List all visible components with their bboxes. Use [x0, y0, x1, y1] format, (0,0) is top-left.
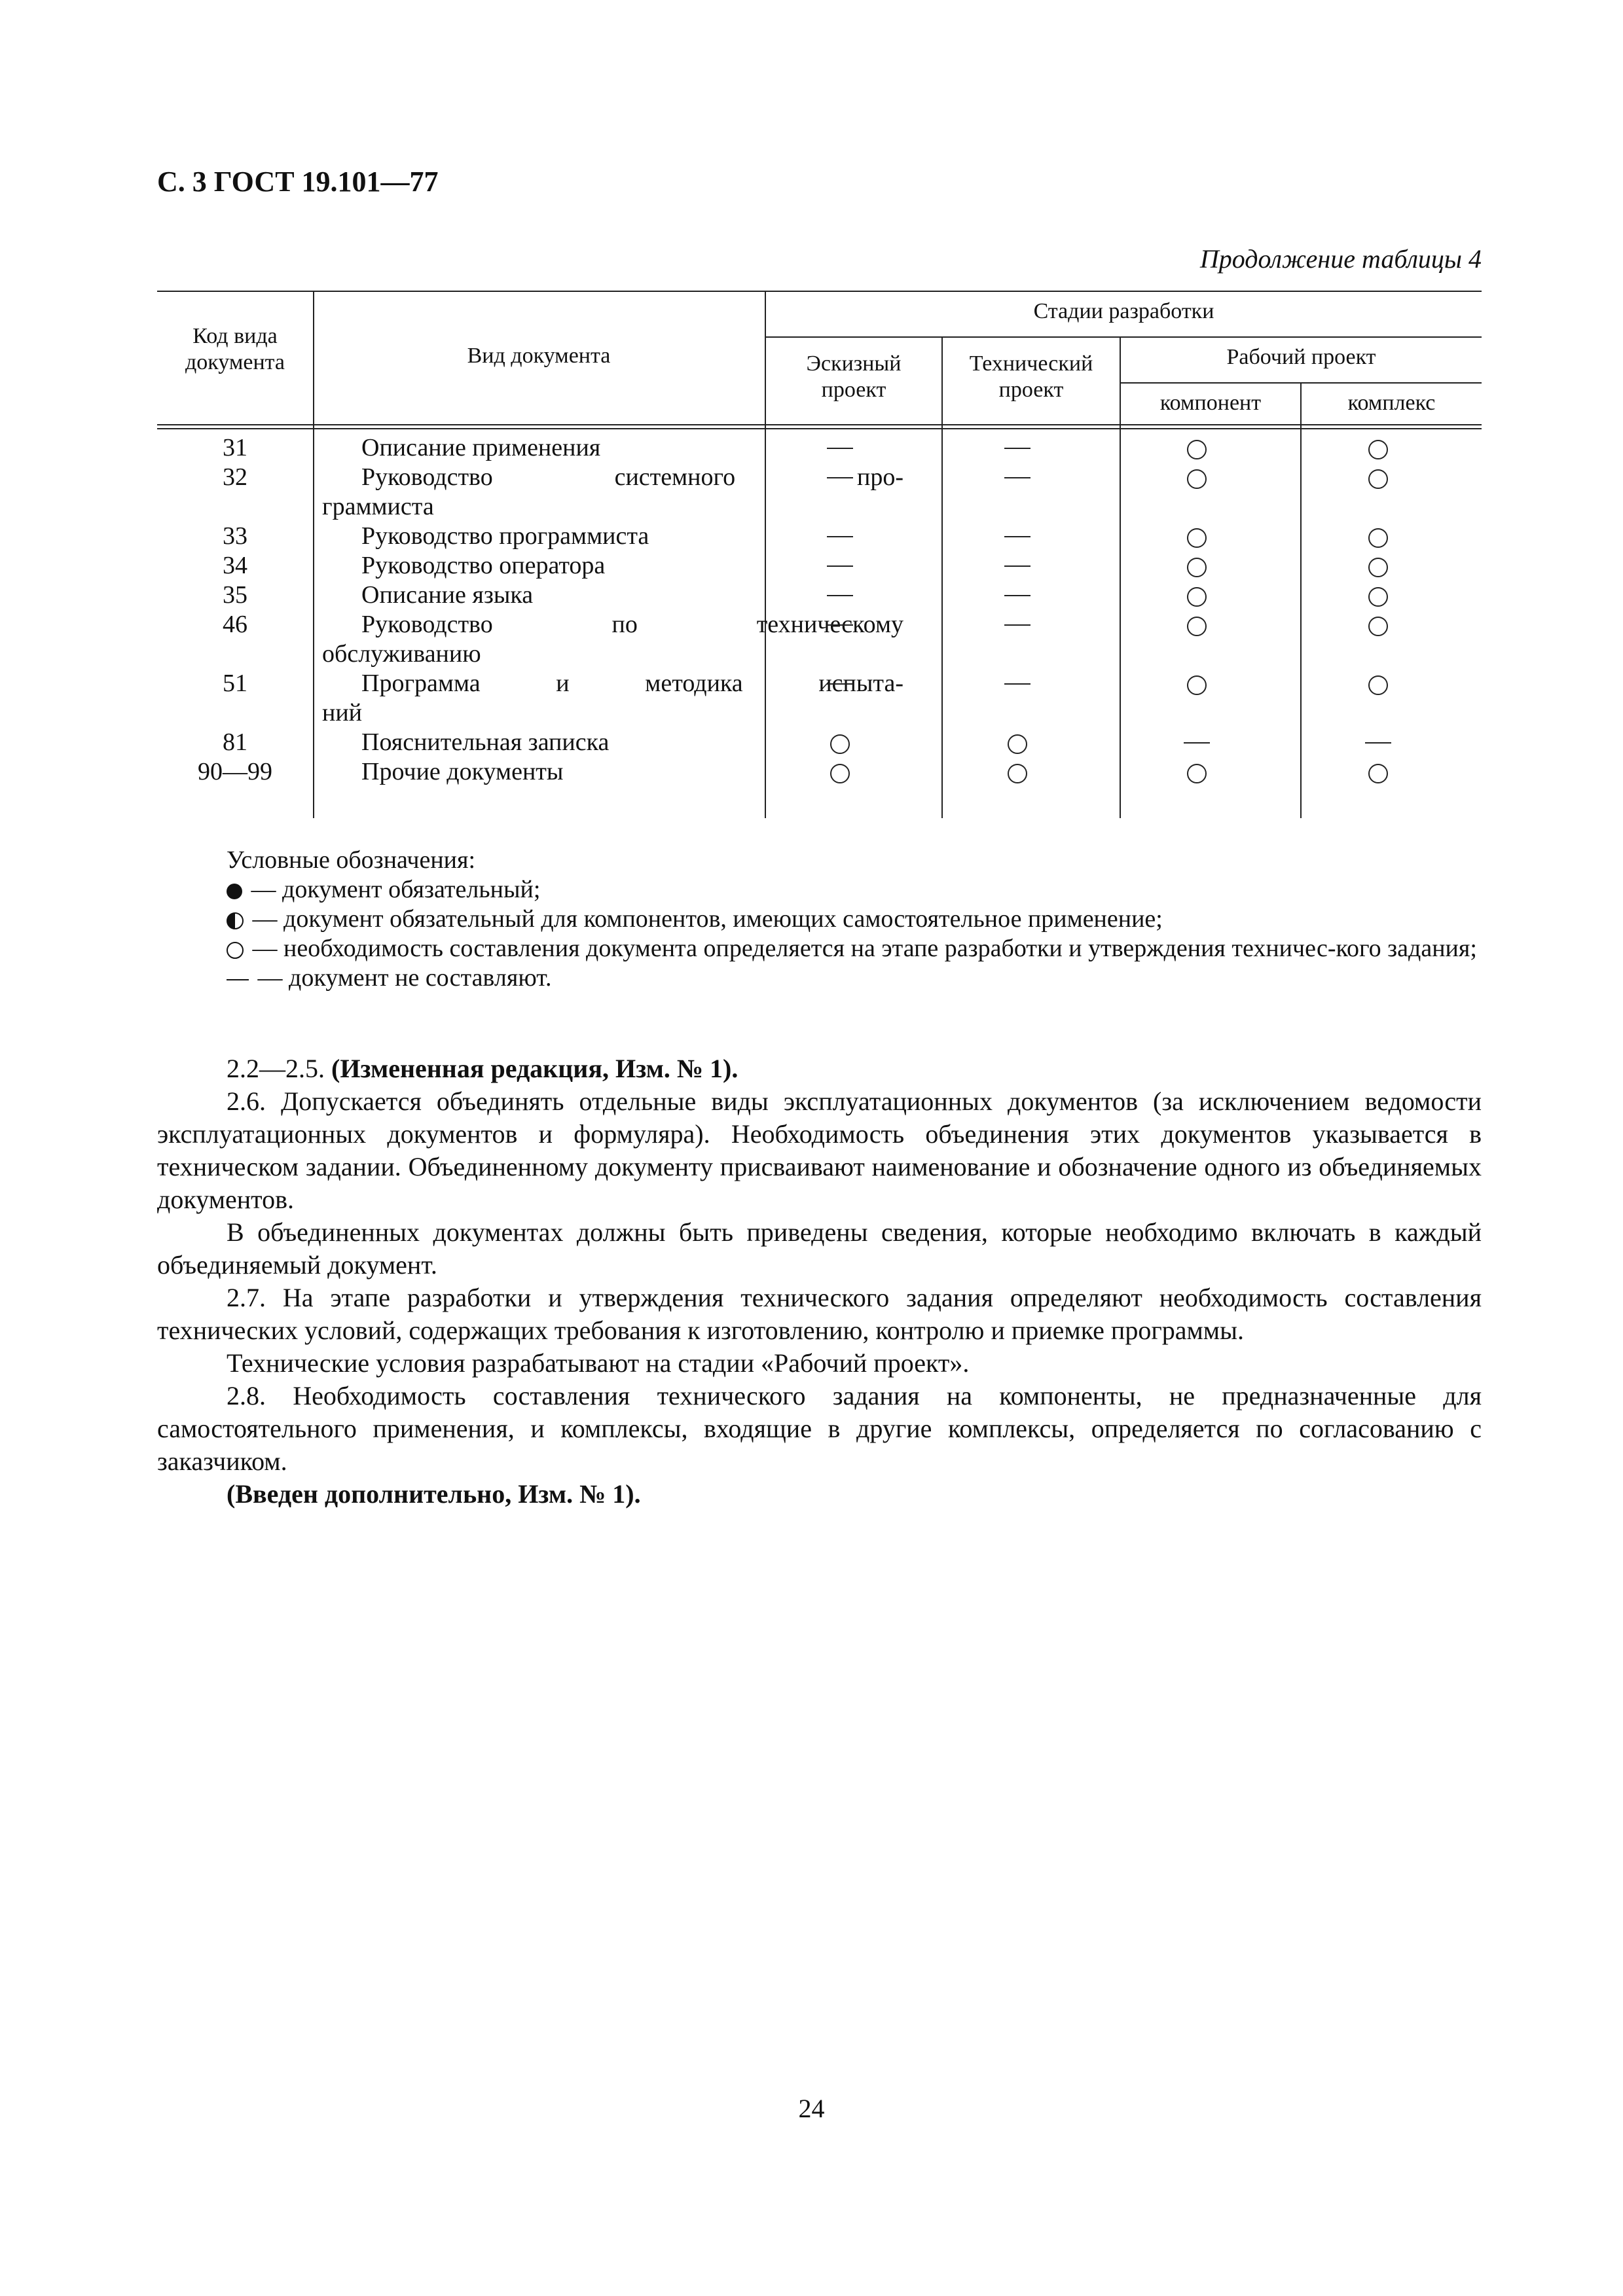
dash-icon — [827, 595, 853, 596]
paragraph-2-7: 2.7. На этапе разработки и утверждения технического задания определяют необходимость составления технических условий, содержащих требования к изготовлению, контролю и приемке программы. — [157, 1283, 1482, 1345]
empty-circle-icon — [1368, 675, 1388, 695]
stages-rule — [765, 336, 1482, 338]
dash-icon — [827, 683, 853, 685]
row-technical-mark — [1004, 433, 1030, 463]
row-code: 32 — [223, 463, 247, 491]
dash-icon — [827, 565, 853, 567]
dash-icon — [827, 448, 853, 449]
row-sketch-mark — [827, 757, 853, 791]
row-component-mark — [1184, 463, 1210, 496]
paragraph-2-2: 2.2—2.5. (Измененная редакция, Изм. № 1). — [227, 1054, 739, 1083]
row-doc-name — [322, 610, 903, 669]
row-sketch-mark — [827, 728, 853, 761]
empty-circle-icon — [1368, 528, 1388, 548]
row-technical-mark — [1004, 522, 1030, 551]
col-divider-1 — [313, 291, 314, 818]
paragraph-2-8: 2.8. Необходимость составления технического задания на компоненты, не предназначенные для самостоятельного применения, и комплексы, входящие в другие комплексы, определяется по согласованию с заказчиком. — [157, 1381, 1482, 1476]
empty-circle-icon — [1187, 617, 1207, 636]
row-doc-name — [322, 757, 903, 787]
empty-circle-icon — [1187, 440, 1207, 459]
row-doc-name-line: Программа и методика испыта- — [361, 670, 903, 697]
dash-icon — [227, 979, 249, 980]
row-technical-mark — [1004, 757, 1030, 791]
dash-icon — [1004, 624, 1030, 626]
row-doc-name — [322, 551, 903, 581]
row-doc-name-continuation: граммиста — [322, 493, 434, 520]
empty-circle-icon — [1368, 558, 1388, 577]
page-header: С. 3 ГОСТ 19.101—77 — [157, 166, 439, 198]
row-complex-mark — [1365, 433, 1391, 467]
row-code: 35 — [223, 581, 247, 609]
legend-title: Условные обозначения: — [227, 846, 476, 874]
legend-item-not-compiled: — документ не составляют. — [157, 963, 1482, 993]
row-component-mark — [1184, 522, 1210, 555]
row-code: 46 — [223, 611, 247, 638]
filled-circle-icon — [227, 884, 242, 899]
row-complex-mark — [1365, 581, 1391, 614]
paragraph-amendment-note: (Введен дополнительно, Изм. № 1). — [227, 1479, 641, 1509]
row-code: 90—99 — [198, 758, 272, 785]
row-code: 51 — [223, 670, 247, 697]
row-code: 81 — [223, 728, 247, 756]
header-sketch: Эскизный проект — [806, 351, 902, 402]
row-technical-mark — [1004, 551, 1030, 581]
legend-item-mandatory-components: — документ обязательный для компонентов, имеющих самостоятельное применение; — [157, 905, 1482, 934]
row-doc-name — [322, 522, 903, 551]
row-doc-name — [322, 581, 903, 610]
empty-circle-icon — [1187, 528, 1207, 548]
row-technical-mark — [1004, 728, 1030, 761]
header-doc-type: Вид документа — [467, 344, 611, 368]
empty-circle-icon — [1187, 469, 1207, 489]
row-sketch-mark — [827, 463, 853, 492]
empty-circle-icon — [1187, 587, 1207, 607]
header-code: Код вида документа — [185, 324, 285, 374]
row-sketch-mark — [827, 551, 853, 581]
row-component-mark — [1184, 433, 1210, 467]
col-divider-3 — [941, 336, 943, 818]
row-complex-mark — [1365, 610, 1391, 643]
row-doc-name — [322, 463, 903, 522]
dash-icon — [1184, 742, 1210, 744]
row-doc-name-line: Руководство по техническому — [361, 611, 903, 638]
legend-item-optional: — необходимость составления документа определяется на этапе разработки и утверждения техничес-кого задания; — [157, 934, 1482, 963]
dash-icon — [1365, 742, 1391, 744]
row-doc-name-line: Руководство программиста — [361, 522, 649, 550]
empty-circle-icon — [227, 942, 244, 959]
header-technical: Технический проект — [969, 351, 1093, 402]
empty-circle-icon — [830, 734, 850, 754]
paragraph-2-6: 2.6. Допускается объединять отдельные виды эксплуатационных документов (за исключением ведомости эксплуатационных документов и формуляра). Необходимость объединения этих документов указывается в техническом задании. Объединенному документу присваивают наименование и обозначение одного из объединяемых документов. — [157, 1086, 1482, 1214]
empty-circle-icon — [1368, 587, 1388, 607]
row-technical-mark — [1004, 463, 1030, 492]
row-component-mark — [1184, 610, 1210, 643]
row-component-mark — [1184, 757, 1210, 791]
row-sketch-mark — [827, 433, 853, 463]
col-divider-5 — [1300, 382, 1302, 818]
paragraph-2-7-cont: Технические условия разрабатывают на стадии «Рабочий проект». — [227, 1348, 970, 1378]
row-doc-name-line: Описание применения — [361, 434, 601, 461]
dash-icon — [827, 477, 853, 478]
dash-icon — [1004, 477, 1030, 478]
row-code: 34 — [223, 552, 247, 579]
row-technical-mark — [1004, 581, 1030, 610]
row-complex-mark — [1365, 728, 1391, 757]
row-complex-mark — [1365, 551, 1391, 584]
row-complex-mark — [1365, 669, 1391, 702]
row-doc-name — [322, 433, 903, 463]
page-number: 24 — [798, 2094, 825, 2123]
row-complex-mark — [1365, 522, 1391, 555]
dash-icon — [827, 536, 853, 537]
empty-circle-icon — [1008, 764, 1027, 783]
body-text — [157, 1052, 1482, 1511]
row-doc-name — [322, 728, 903, 757]
empty-circle-icon — [1187, 675, 1207, 695]
dash-icon — [1004, 536, 1030, 537]
row-doc-name-line: Прочие документы — [361, 758, 564, 785]
table-caption: Продолжение таблицы 4 — [1199, 244, 1482, 274]
row-sketch-mark — [827, 610, 853, 639]
dash-icon — [1004, 448, 1030, 449]
header-working: Рабочий проект — [1226, 345, 1376, 369]
row-doc-name-continuation: ний — [322, 699, 363, 726]
dash-icon — [827, 624, 853, 626]
row-component-mark — [1184, 581, 1210, 614]
row-code: 33 — [223, 522, 247, 550]
table-top-rule — [157, 291, 1482, 292]
row-sketch-mark — [827, 522, 853, 551]
empty-circle-icon — [1187, 558, 1207, 577]
row-code: 31 — [223, 434, 247, 461]
documents-table — [157, 291, 1482, 818]
row-doc-name-line: Описание языка — [361, 581, 534, 609]
legend-item-mandatory: — документ обязательный; — [157, 875, 1482, 905]
paragraph-2-6-cont: В объединенных документах должны быть приведены сведения, которые необходимо включать в каждый объединяемый документ. — [157, 1217, 1482, 1280]
empty-circle-icon — [1008, 734, 1027, 754]
dash-icon — [1004, 683, 1030, 685]
row-complex-mark — [1365, 463, 1391, 496]
empty-circle-icon — [1368, 764, 1388, 783]
row-sketch-mark — [827, 669, 853, 698]
empty-circle-icon — [1187, 764, 1207, 783]
row-component-mark — [1184, 728, 1210, 757]
empty-circle-icon — [1368, 617, 1388, 636]
row-doc-name — [322, 669, 903, 728]
header-component: компонент — [1159, 391, 1262, 415]
row-complex-mark — [1365, 757, 1391, 791]
empty-circle-icon — [830, 764, 850, 783]
empty-circle-icon — [1368, 469, 1388, 489]
header-complex: комплекс — [1347, 391, 1436, 415]
row-component-mark — [1184, 551, 1210, 584]
header-rule-1 — [157, 424, 1482, 425]
half-circle-icon — [227, 912, 244, 929]
row-technical-mark — [1004, 669, 1030, 698]
dash-icon — [1004, 565, 1030, 567]
row-doc-name-continuation: обслуживанию — [322, 640, 481, 668]
row-doc-name-line: Руководство оператора — [361, 552, 606, 579]
row-sketch-mark — [827, 581, 853, 610]
dash-icon — [1004, 595, 1030, 596]
header-rule-2 — [157, 428, 1482, 429]
header-stages: Стадии разработки — [1033, 299, 1214, 323]
legend — [157, 846, 1482, 993]
row-doc-name-line: Пояснительная записка — [361, 728, 610, 756]
row-technical-mark — [1004, 610, 1030, 639]
row-component-mark — [1184, 669, 1210, 702]
empty-circle-icon — [1368, 440, 1388, 459]
row-doc-name-line: Руководство системного про- — [361, 463, 903, 491]
